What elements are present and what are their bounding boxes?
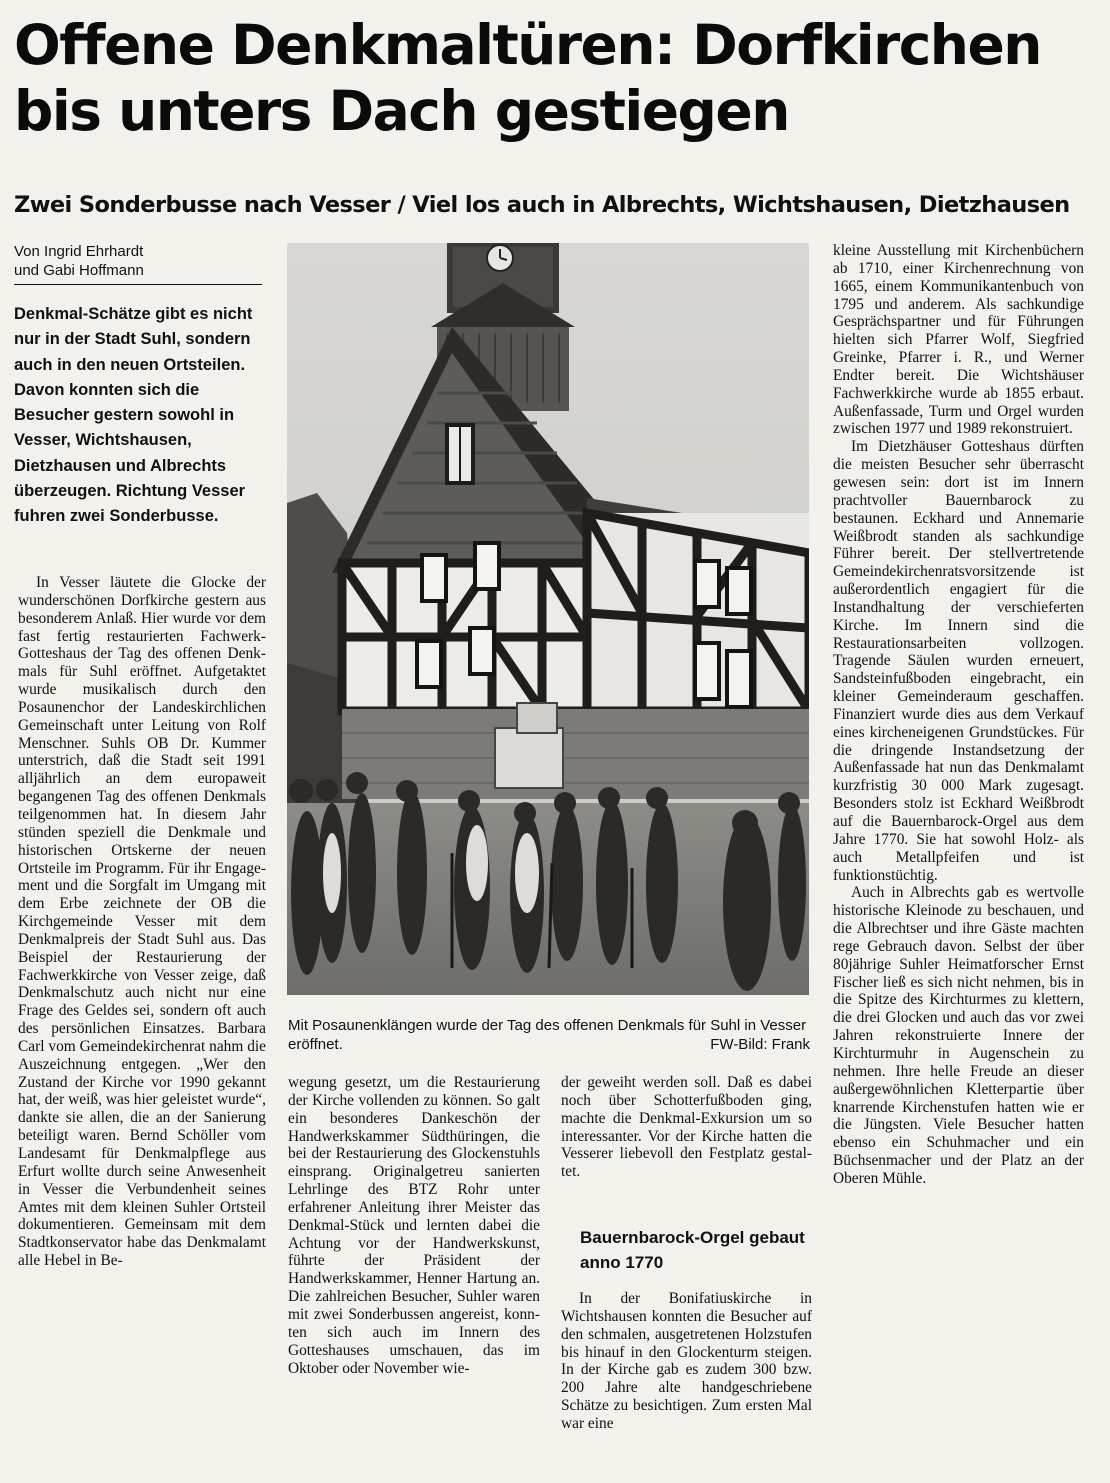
body-column-3-continued [561,1290,812,1433]
lead-paragraph: Denkmal-Schätze gibt es nicht nur in der Stadt Suhl, sondern auch in den neuen Ortsteilen. Davon konnten sich die Besucher gestern sowohl in Vesser, Wichtshausen, Dietzhausen und Albrechts überzeugen. Richtung Vesser fuhren zwei Sonderbusse. [14,305,253,526]
photo-caption [288,1016,810,1054]
body-column-3 [561,1074,812,1181]
body-paragraph-4: In der Bonifatiuskirche in Wichtshausen konnten die Besucher auf den schmalen, ausgetretenen Holzstufen bis hinauf in den Glockenturm steigen. In der Kirche gab es zudem 300 bzw. 200 Jahre alte handgeschriebene Schätze zu besichtigen. Zum ersten Mal war eine [561,1290,812,1432]
byline-author-1: Von Ingrid Ehrhardt [14,243,144,260]
body-paragraph-2: wegung gesetzt, um die Restaurierung der Kirche vollenden zu können. So galt ein besonderes Dankeschön der Handwerkskammer Südthüringen, die bei der Restaurierung des Glockenstuhls einsprang. Originalgetreu sanierten Lehrlinge des BTZ Rohr unter erfahrener Anleitung ihrer Meister das Denkmal-Stück und lernten dabei die Achtung vor der Handwerkskunst, führte der Präsident der Handwerkskammer, Henner Hartung an. Die zahlreichen Besucher, Suhler waren mit zwei Sonderbussen angereist, konnten sich auch im Innern des Gotteshauses umschauen, das im Oktober oder November wie- [288,1074,540,1377]
headline-line-1: Offene Denkmaltüren: Dorfkirchen [14,13,1041,77]
body-paragraph-1: In Vesser läutete die Glocke der wunderschönen Dorfkirche gestern aus besonderem Anlaß. Hier wurde vor dem fast fertig restaurierten Fachwerk-Gotteshaus der Tag des offenen Denkmals für Suhl eröffnet. Aufgetaktet wurde musikalisch durch den Posaunenchor der Landeskirchlichen Gemeinschaft unter Leitung von Rolf Menschner. Suhls OB Dr. Kummer unterstrich, daß die Stadt seit 1991 alljährlich an dem europaweit begangenen Tag des offenen Denkmals teilgenommen hat. In diesem Jahr stünden speziell die Denkmale und historischen Ortskerne der neuen Ortsteile im Programm. Für ihr Engagement und die Sorgfalt im Umgang mit dem Erbe zeichnete der OB die Kirchgemeinde Vesser mit dem Denkmalpreis der Stadt Suhl aus. Das Beispiel der Restaurierung der Fachwerkkirche von Vesser zeige, daß Denkmalschutz auch nicht nur eine Frage des Geldes sei, sondern oft auch des persönlichen Einsatzes. Barbara Carl vom Gemeindekirchenrat nahm die Auszeichnung entgegen. „Wer den Zustand der Kirche vor 1990 gekannt hat, der weiß, was hier geleistet wurde“, dankte sie allen, die an der Sanierung beteiligt waren. Bernd Schöller vom Landesamt für Denkmalpflege aus Erfurt wollte durch seine Anwesenheit in Vesser die Verbundenheit seines Amtes mit dem kleinen Suhler Ortsteil dokumentieren. Gemeinsam mit dem Stadtkonservator habe das Denkmalamt alle Hebel in Be- [18,574,266,1270]
photo-caption-text: Mit Posaunenklängen wurde der Tag des offenen Denkmals für Suhl in Vesser eröffnet. [288,1017,807,1053]
body-paragraph-3: der geweiht werden soll. Daß es dabei noch über Schotterfußboden ging, machte die Denkmal-Exkursion um so interessanter. Vor der Kirche hatten die Vesserer liebevoll den Festplatz gestaltet. [561,1074,812,1181]
body-column-4 [833,242,1084,1188]
byline-divider [14,284,262,285]
byline [14,242,264,280]
church-photo [287,243,809,995]
body-column-2 [288,1074,540,1377]
headline [14,12,1094,144]
photo-credit: FW-Bild: Frank [710,1036,810,1053]
headline-line-2: bis unters Dach gestiegen [14,79,789,143]
section-subhead: Bauernbarock-Orgel gebaut anno 1770 [580,1228,805,1272]
body-paragraph-6: Im Dietzhäuser Gotteshaus dürften die meisten Besucher sehr überrascht gewesen sein: dort ist im Innern prachtvoller Bauernbarock zu bestaunen. Eckhard und Annemarie Weißbrodt standen als sachkundige Führer bereit. Der stellvertretende Gemeindekirchenratsvorsitzende ist außerordentlich engagiert für die Instandhaltung der verschieferten Kirche. Im Innern sind die Restaurationsarbeiten vollzogen. Tragende Säulen wurden erneuert, Sandsteinfußboden eingebracht, ein kleiner Gemeinderaum geschaffen. Finanziert wurde dies aus dem Verkauf eines kircheneigenen Grundstückes. Für die dringende Instandsetzung der Außenfassade hat nun das Denkmalamt kurzfristig 30 000 Mark zugesagt. Besonders stolz ist Eckhard Weißbrodt auf die Bauernbarock-Orgel aus dem Jahre 1770. Sie hat sowohl Holz- als auch Metallpfeifen und ist funktionstüchtig. [833,438,1084,884]
body-column-1 [18,574,266,1270]
body-paragraph-7: Auch in Albrechts gab es wertvolle historische Kleinode zu beschauen, und die Albrechtser und ihre Gäste machten rege Gebrauch davon. Selbst der über 80jährige Suhler Heimatforscher Ernst Fischer ließ es sich nicht nehmen, bis in die Spitze des Kirchturmes zu klettern, die drei Glocken und auch das vor zwei Jahren rekonstruierte Innere der Kirchturmuhr in Augenschein zu nehmen. Ihre helle Freude an dieser außergewöhnlichen Kletterpartie über knarrende Kirchenstufen hatten wie er die Jüngsten. Viele Besucher hatten ebenso ein Schuhmacher und ein Büchsenmacher und der Platz an der Oberen Mühle. [833,884,1084,1187]
subheadline: Zwei Sonderbusse nach Vesser / Viel los auch in Albrechts, Wichtshausen, Dietzhausen [14,192,1070,218]
byline-author-2: und Gabi Hoffmann [14,262,144,279]
body-paragraph-5: kleine Ausstellung mit Kirchenbüchern ab 1710, einer Kirchenrechnung von 1665, einem Kommunikantenbuch von 1795 und anderem. Als sachkundige Gesprächspartner und für Führungen hielten sich Pfarrer Wolf, Siegfried Greinke, Pfarrer i. R., und Werner Endter bereit. Die Wichtshäuser Fachwerkkirche wurde ab 1855 erbaut. Außenfassade, Turm und Orgel wurden zwischen 1977 und 1989 rekonstruiert. [833,242,1084,438]
